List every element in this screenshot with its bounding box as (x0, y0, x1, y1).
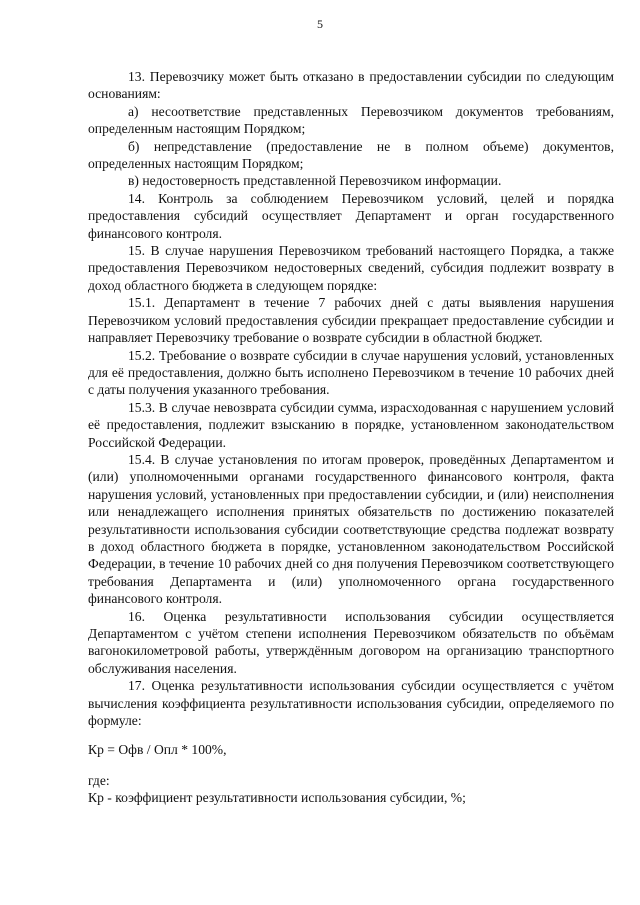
paragraph-17: 17. Оценка результативности использования субсидии осуществляется с учётом вычисления коэффициента результативности использования субсидии, определяемого по формуле: (88, 678, 614, 729)
definition-kr: Кр - коэффициент результативности использования субсидии, %; (88, 790, 466, 806)
paragraph-13v: в) недостоверность представленной Перевозчиком информации. (128, 173, 502, 189)
paragraph-14: 14. Контроль за соблюдением Перевозчиком условий, целей и порядка предоставления субсидий осуществляет Департамент и орган государственного финансового контроля. (88, 190, 614, 241)
paragraph-15-4: 15.4. В случае установления по итогам проверок, проведённых Департаментом и (или) уполномоченными органами государственного финансового контроля, факта нарушения условий, установленных при предоставлении субсидии, и (или) неисполнения или ненадлежащего исполнения принятых обязательств по достижению показателей результативности использования субсидии соответствующие средства подлежат возврату в доход областного бюджета в порядке, установленном законодательством Российской Федерации, в течение 10 рабочих дней со дня получения Перевозчиком соответствующего требования Департамента и (или) уполномоченного органа государственного финансового контроля. (88, 451, 614, 607)
paragraph-13: 13. Перевозчику может быть отказано в предоставлении субсидии по следующим основаниям: (88, 69, 614, 102)
page-number: 5 (317, 17, 323, 31)
paragraph-15-1: 15.1. Департамент в течение 7 рабочих дней с даты выявления нарушения Перевозчиком условий предоставления субсидии прекращает предоставление субсидии и направляет Перевозчику требование о возврате субсидии в областной бюджет. (88, 295, 614, 346)
paragraph-13a: а) несоответствие представленных Перевозчиком документов требованиям, определенным настоящим Порядком; (88, 103, 614, 137)
paragraph-15: 15. В случае нарушения Перевозчиком требований настоящего Порядка, а также предоставления Перевозчиком недостоверных сведений, субсидия подлежит возврату в доход областного бюджета в следующем порядке: (88, 243, 614, 293)
where-label: где: (88, 772, 110, 788)
paragraph-16: 16. Оценка результативности использования субсидии осуществляется Департаментом с учётом степени исполнения Перевозчиком обязательств по объёмам вагонокилометровой работы, утверждённым договором на организацию транспортного обслуживания населения. (88, 608, 614, 676)
document-body (88, 68, 614, 807)
formula: Кр = Офв / Опл * 100%, (88, 742, 227, 758)
paragraph-15-2: 15.2. Требование о возврате субсидии в случае нарушения условий, установленных для её предоставления, должно быть исполнено Перевозчиком в течение 10 рабочих дней с даты получения указанного требования. (88, 347, 614, 398)
paragraph-15-3: 15.3. В случае невозврата субсидии сумма, израсходованная с нарушением условий её предоставления, подлежит взысканию в порядке, установленном законодательством Российской Федерации. (88, 399, 614, 450)
paragraph-13b: б) непредставление (предоставление не в полном объеме) документов, определенных настоящим Порядком; (88, 138, 614, 172)
